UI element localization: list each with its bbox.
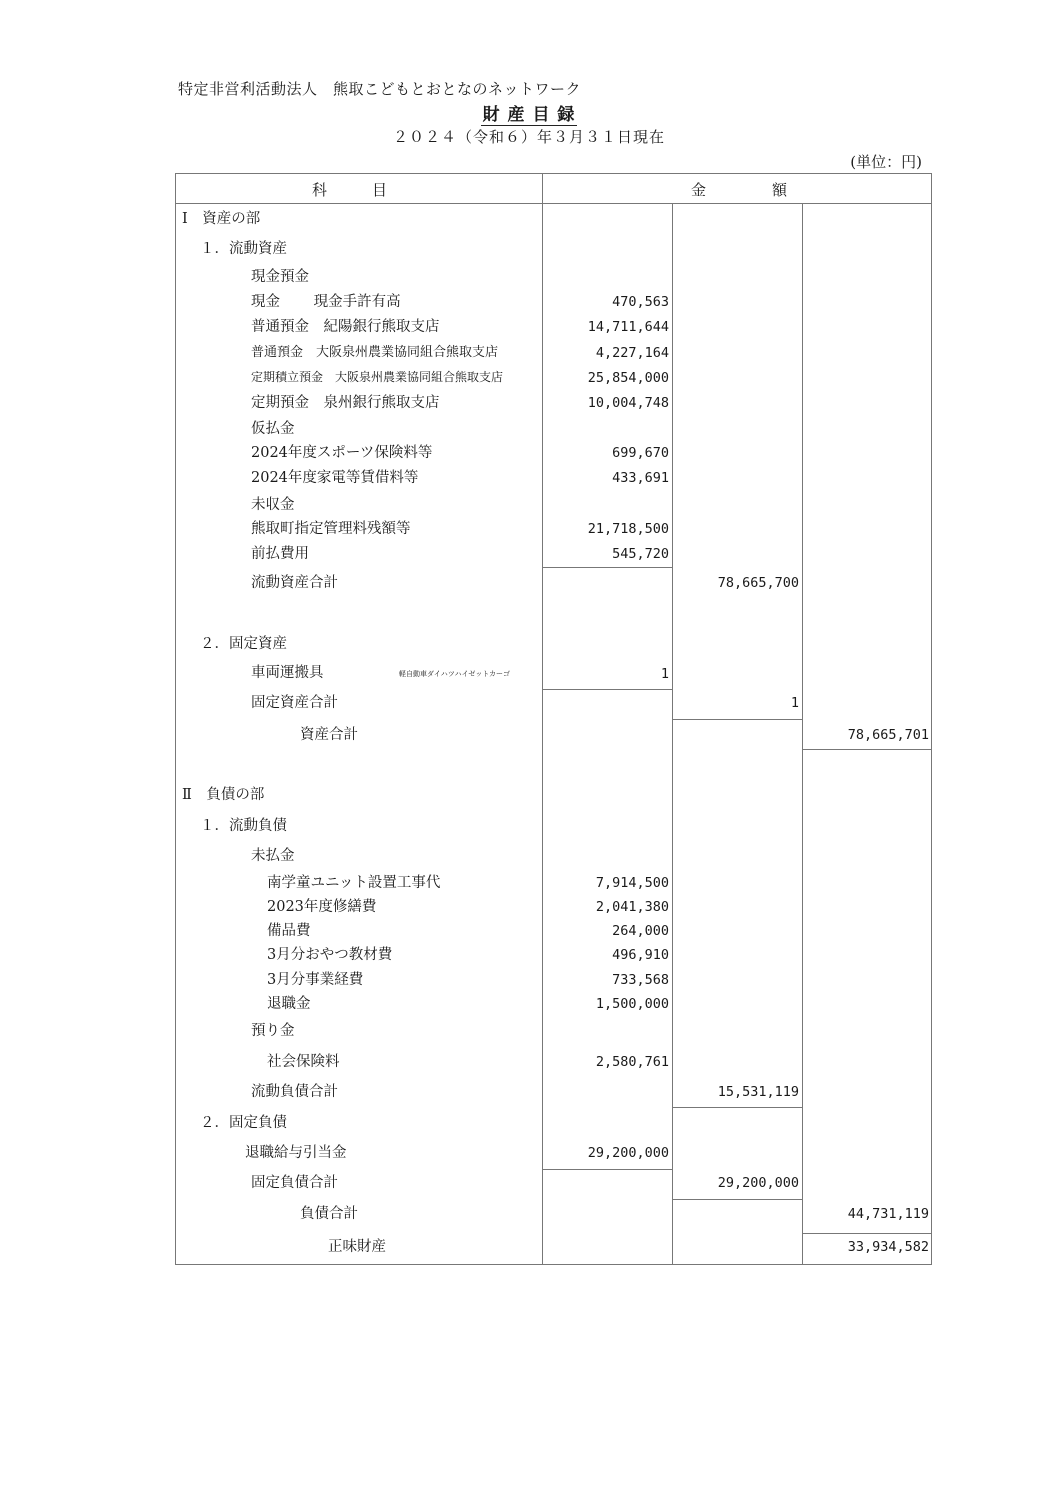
header-amount-left: 金 xyxy=(691,181,707,199)
current-assets-total-label: 流動資産合計 xyxy=(251,575,338,591)
retirement-value: 29,200,000 xyxy=(587,1145,669,1161)
payable-row-value: 7,914,500 xyxy=(595,875,669,891)
col-divider-3 xyxy=(802,203,803,1265)
liabilities-total: 44,731,119 xyxy=(847,1206,929,1222)
current-assets-title: １．流動資産 xyxy=(200,241,287,257)
rule-fixed-liabilities-a xyxy=(542,1169,672,1170)
deposit-row-value: 2,580,761 xyxy=(595,1054,669,1070)
receivable-row-label: 熊取町指定管理料残額等 xyxy=(251,521,411,537)
current-liabilities-title: １．流動負債 xyxy=(200,818,287,834)
suspense-row-value: 699,670 xyxy=(612,445,669,461)
deposit-group-label: 預り金 xyxy=(251,1023,295,1039)
suspense-row-label: 2024年度家電等賃借料等 xyxy=(251,470,419,486)
rule-fixed-assets-b xyxy=(672,719,802,720)
payable-row-label: 2023年度修繕費 xyxy=(267,899,377,915)
payable-row-value: 1,500,000 xyxy=(595,996,669,1012)
payable-row-value: 733,568 xyxy=(612,972,669,988)
retirement-label: 退職給与引当金 xyxy=(245,1145,347,1161)
receivable-row-label: 前払費用 xyxy=(251,546,309,562)
current-assets-total: 78,665,700 xyxy=(717,575,799,591)
document-title xyxy=(0,100,1058,125)
rule-current-assets xyxy=(542,567,672,568)
deposit-row-label: 社会保険料 xyxy=(267,1054,340,1070)
rule-liabilities-total xyxy=(802,1233,932,1234)
current-liabilities-total-label: 流動負債合計 xyxy=(251,1084,338,1100)
unit-label: (単位：円) xyxy=(850,153,922,171)
fixed-liabilities-total: 29,200,000 xyxy=(717,1175,799,1191)
net-assets-label: 正味財産 xyxy=(328,1239,386,1255)
document-title-text: 財 産 目 録 xyxy=(482,105,576,125)
asset-row-label: 現金 現金手許有高 xyxy=(251,294,401,310)
col-divider-2 xyxy=(672,203,673,1265)
cash-group-label: 現金預金 xyxy=(251,269,309,285)
col-divider-1 xyxy=(542,173,543,1265)
liabilities-total-label: 負債合計 xyxy=(300,1206,358,1222)
current-liabilities-total: 15,531,119 xyxy=(717,1084,799,1100)
header-rule xyxy=(175,203,932,204)
fixed-liabilities-title: ２．固定負債 xyxy=(200,1115,287,1131)
assets-total: 78,665,701 xyxy=(847,727,929,743)
inventory-table xyxy=(175,173,932,1265)
asset-row-value: 25,854,000 xyxy=(587,370,669,386)
assets-total-label: 資産合計 xyxy=(300,727,358,743)
payable-row-value: 264,000 xyxy=(612,923,669,939)
rule-assets-total xyxy=(802,749,932,750)
receivable-group-label: 未収金 xyxy=(251,497,295,513)
header-subject: 科 目 xyxy=(312,181,388,199)
fixed-assets-title: ２．固定資産 xyxy=(200,636,287,652)
payable-row-label: 退職金 xyxy=(267,996,311,1012)
assets-section-title: Ⅰ 資産の部 xyxy=(182,211,261,227)
fixed-assets-total-label: 固定資産合計 xyxy=(251,695,338,711)
receivable-row-value: 545,720 xyxy=(612,546,669,562)
rule-current-liabilities xyxy=(672,1107,802,1108)
payable-row-label: 3月分おやつ教材費 xyxy=(267,947,393,963)
as-of-date: ２０２４（令和６）年３月３１日現在 xyxy=(392,128,665,146)
vehicle-value: 1 xyxy=(660,666,669,682)
payable-group-label: 未払金 xyxy=(251,848,295,864)
vehicle-note: 軽自動車ダイハツハイゼットカーゴ xyxy=(399,670,511,678)
organization-name: 特定非営利活動法人 熊取こどもとおとなのネットワーク xyxy=(178,80,582,98)
payable-row-value: 2,041,380 xyxy=(595,899,669,915)
rule-fixed-assets-a xyxy=(542,689,672,690)
rule-fixed-liabilities-b xyxy=(672,1199,802,1200)
payable-row-label: 備品費 xyxy=(267,923,311,939)
suspense-row-label: 2024年度スポーツ保険料等 xyxy=(251,445,433,461)
asset-row-value: 470,563 xyxy=(612,294,669,310)
asset-row-value: 14,711,644 xyxy=(587,319,669,335)
vehicle-label: 車両運搬具 xyxy=(251,665,324,681)
suspense-group-label: 仮払金 xyxy=(251,421,295,437)
asset-row-value: 4,227,164 xyxy=(595,345,669,361)
asset-row-label: 定期積立預金 大阪泉州農業協同組合熊取支店 xyxy=(251,370,504,384)
fixed-liabilities-total-label: 固定負債合計 xyxy=(251,1175,338,1191)
asset-row-value: 10,004,748 xyxy=(587,395,669,411)
asset-row-label: 普通預金 紀陽銀行熊取支店 xyxy=(251,319,440,335)
payable-row-value: 496,910 xyxy=(612,947,669,963)
asset-row-label: 定期預金 泉州銀行熊取支店 xyxy=(251,395,440,411)
liabilities-section-title: Ⅱ 負債の部 xyxy=(182,787,265,803)
payable-row-label: 3月分事業経費 xyxy=(267,972,364,988)
suspense-row-value: 433,691 xyxy=(612,470,669,486)
payable-row-label: 南学童ユニット設置工事代 xyxy=(267,875,441,891)
header-amount-right: 額 xyxy=(772,181,788,199)
fixed-assets-total: 1 xyxy=(790,695,799,711)
receivable-row-value: 21,718,500 xyxy=(587,521,669,537)
net-assets: 33,934,582 xyxy=(847,1239,929,1255)
asset-row-label: 普通預金 大阪泉州農業協同組合熊取支店 xyxy=(251,345,499,360)
